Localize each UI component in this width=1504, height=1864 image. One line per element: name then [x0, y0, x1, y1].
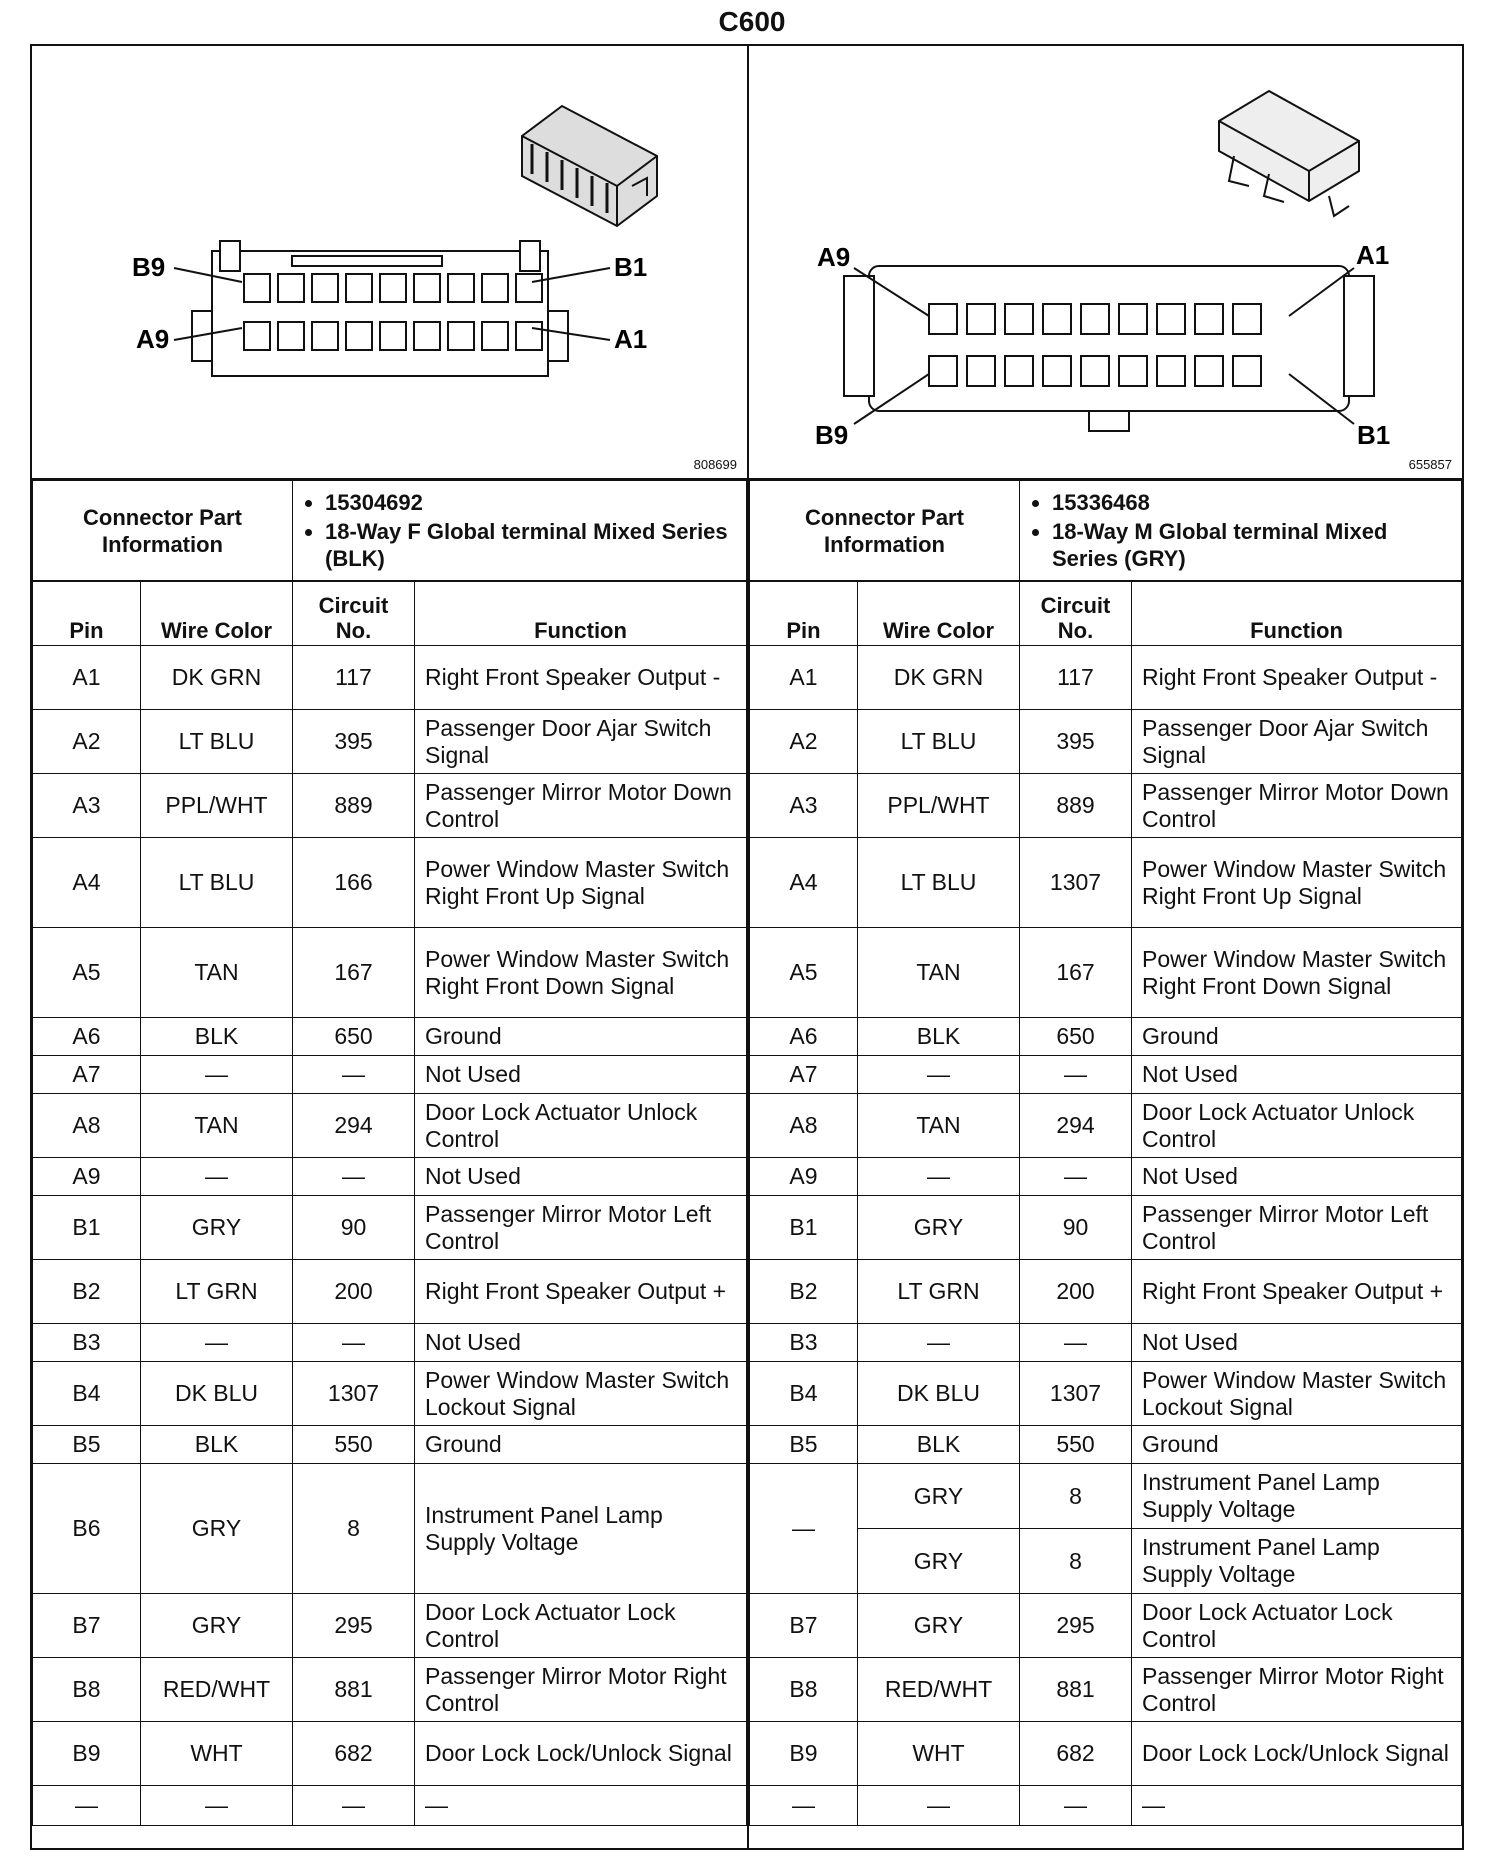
wire-color-cell: LT BLU	[858, 838, 1020, 928]
circuit-cell: 295	[293, 1594, 415, 1658]
function-cell: Instrument Panel Lamp Supply Voltage	[1132, 1464, 1462, 1529]
pin-cell: A2	[750, 710, 858, 774]
circuit-cell: 682	[1020, 1722, 1132, 1786]
wire-color-cell: DK GRN	[858, 646, 1020, 710]
pin-cell: A6	[750, 1018, 858, 1056]
function-cell: Passenger Door Ajar Switch Signal	[1132, 710, 1462, 774]
table-row	[33, 1464, 747, 1594]
function-cell: Right Front Speaker Output -	[415, 646, 747, 710]
wire-color-cell: —	[141, 1056, 293, 1094]
function-cell: Not Used	[1132, 1324, 1462, 1362]
table-row	[750, 1158, 1462, 1196]
table-row	[33, 1094, 747, 1158]
pin-cell: B1	[33, 1196, 141, 1260]
table-row	[750, 1260, 1462, 1324]
wire-color-cell: —	[141, 1324, 293, 1362]
table-row	[33, 1260, 747, 1324]
pin-cell: —	[750, 1464, 858, 1594]
wire-color-cell: GRY	[141, 1594, 293, 1658]
table-row	[750, 1658, 1462, 1722]
wire-color-cell: WHT	[858, 1722, 1020, 1786]
function-cell: Passenger Mirror Motor Down Control	[1132, 774, 1462, 838]
pin-cell: B6	[33, 1464, 141, 1594]
function-cell: Not Used	[415, 1324, 747, 1362]
wire-color-cell: GRY	[141, 1464, 293, 1594]
circuit-cell: 1307	[293, 1362, 415, 1426]
pin-cell: B1	[750, 1196, 858, 1260]
circuit-cell: —	[293, 1786, 415, 1826]
pin-cell: B8	[33, 1658, 141, 1722]
circuit-cell: 1307	[1020, 1362, 1132, 1426]
pin-cell: —	[750, 1786, 858, 1826]
circuit-cell: 395	[1020, 710, 1132, 774]
table-row	[33, 1324, 747, 1362]
wire-color-cell: TAN	[141, 1094, 293, 1158]
table-row	[750, 838, 1462, 928]
terminal-cavity	[278, 322, 304, 350]
function-cell: Door Lock Lock/Unlock Signal	[415, 1722, 747, 1786]
circuit-cell: 889	[293, 774, 415, 838]
wire-color-cell: LT BLU	[141, 838, 293, 928]
terminal-cavity	[1043, 304, 1071, 334]
pin-cell: B2	[750, 1260, 858, 1324]
table-row	[33, 1196, 747, 1260]
pin-cell: A3	[750, 774, 858, 838]
pin-cell: A3	[33, 774, 141, 838]
function-cell: Power Window Master Switch Right Front Down Signal	[1132, 928, 1462, 1018]
circuit-cell: 200	[293, 1260, 415, 1324]
table-row	[750, 1056, 1462, 1094]
circuit-cell: 395	[293, 710, 415, 774]
label-bottom-left: A9	[136, 324, 170, 354]
function-cell: Right Front Speaker Output +	[415, 1260, 747, 1324]
function-cell: Door Lock Actuator Lock Control	[415, 1594, 747, 1658]
terminal-cavity	[1043, 356, 1071, 386]
function-cell: Passenger Mirror Motor Right Control	[1132, 1658, 1462, 1722]
pin-cell: B8	[750, 1658, 858, 1722]
right-connector-diagram	[749, 46, 1462, 480]
terminal-cavity	[448, 322, 474, 350]
table-row	[33, 928, 747, 1018]
wire-color-cell: BLK	[141, 1426, 293, 1464]
left-pinout-table	[32, 581, 747, 1826]
connector-3d-icon	[522, 106, 657, 226]
function-cell: Not Used	[415, 1158, 747, 1196]
label-bottom-left: B9	[815, 420, 849, 450]
table-row	[750, 1362, 1462, 1426]
part-description: • 18-Way F Global terminal Mixed Series (BLK)	[325, 518, 736, 572]
left-connector-panel	[32, 46, 747, 1848]
wire-color-cell: TAN	[858, 928, 1020, 1018]
circuit-cell: 8	[293, 1464, 415, 1594]
circuit-cell: 90	[293, 1196, 415, 1260]
wire-color-cell: DK BLU	[858, 1362, 1020, 1426]
pin-cell: B3	[750, 1324, 858, 1362]
function-cell: Power Window Master Switch Lockout Signal	[415, 1362, 747, 1426]
function-cell: Passenger Mirror Motor Right Control	[415, 1658, 747, 1722]
terminal-cavity	[380, 322, 406, 350]
table-row	[750, 710, 1462, 774]
right-pinout-rows	[750, 646, 1462, 1826]
terminal-cavity	[516, 322, 542, 350]
function-cell: Ground	[1132, 1018, 1462, 1056]
wire-color-cell: TAN	[141, 928, 293, 1018]
left-info-table	[32, 480, 747, 581]
table-row	[750, 646, 1462, 710]
connector-sheet	[30, 44, 1464, 1850]
circuit-cell: 200	[1020, 1260, 1132, 1324]
circuit-cell: —	[1020, 1324, 1132, 1362]
function-cell: Right Front Speaker Output -	[1132, 646, 1462, 710]
terminal-cavity	[1195, 356, 1223, 386]
right-pinout-table	[749, 581, 1462, 1826]
function-cell: Ground	[1132, 1426, 1462, 1464]
function-cell: Passenger Mirror Motor Down Control	[415, 774, 747, 838]
wire-color-cell: BLK	[858, 1018, 1020, 1056]
pin-cell: A1	[750, 646, 858, 710]
wire-color-cell: PPL/WHT	[141, 774, 293, 838]
connector-info-label: Connector Part Information	[33, 481, 293, 581]
circuit-cell: —	[1020, 1786, 1132, 1826]
table-row	[33, 1658, 747, 1722]
pin-cell: A1	[33, 646, 141, 710]
function-cell: Passenger Mirror Motor Left Control	[1132, 1196, 1462, 1260]
table-row	[33, 1722, 747, 1786]
wire-color-cell: —	[858, 1324, 1020, 1362]
right-connector-panel	[747, 46, 1462, 1848]
connector-part-details	[1020, 481, 1462, 581]
wire-color-cell: GRY	[141, 1196, 293, 1260]
terminal-cavity	[312, 274, 338, 302]
function-cell: Ground	[415, 1426, 747, 1464]
pin-cell: B3	[33, 1324, 141, 1362]
table-row	[750, 928, 1462, 1018]
function-cell: Power Window Master Switch Right Front Down Signal	[415, 928, 747, 1018]
terminal-cavity	[1005, 304, 1033, 334]
terminal-cavity	[312, 322, 338, 350]
part-number: • 15304692	[325, 489, 736, 516]
circuit-cell: 881	[1020, 1658, 1132, 1722]
wire-color-cell: LT BLU	[858, 710, 1020, 774]
circuit-cell: 117	[293, 646, 415, 710]
wire-color-cell: DK BLU	[141, 1362, 293, 1426]
function-cell: Door Lock Actuator Unlock Control	[415, 1094, 747, 1158]
table-row	[750, 1324, 1462, 1362]
table-row	[750, 1426, 1462, 1464]
terminal-cavity	[1119, 304, 1147, 334]
pin-cell: A4	[33, 838, 141, 928]
wire-color-cell: TAN	[858, 1094, 1020, 1158]
function-cell: Power Window Master Switch Right Front Up Signal	[1132, 838, 1462, 928]
wire-color-header: Wire Color	[141, 582, 293, 646]
figure-id: 808699	[693, 457, 737, 472]
pin-cell: A5	[33, 928, 141, 1018]
pin-cell: A9	[33, 1158, 141, 1196]
circuit-cell: 650	[1020, 1018, 1132, 1056]
terminal-cavity	[414, 274, 440, 302]
function-cell: —	[1132, 1786, 1462, 1826]
connector-3d-icon	[1219, 91, 1359, 216]
terminal-cavity	[482, 322, 508, 350]
table-row	[750, 1594, 1462, 1658]
function-cell: —	[415, 1786, 747, 1826]
pin-header: Pin	[33, 582, 141, 646]
wire-color-cell: —	[141, 1158, 293, 1196]
terminal-cavity	[1005, 356, 1033, 386]
wire-color-cell: —	[858, 1056, 1020, 1094]
label-top-left: B9	[132, 252, 166, 282]
circuit-cell: 650	[293, 1018, 415, 1056]
circuit-cell: 166	[293, 838, 415, 928]
terminal-cavity	[448, 274, 474, 302]
circuit-cell: —	[293, 1056, 415, 1094]
pin-cell: A7	[33, 1056, 141, 1094]
label-bottom-right: A1	[614, 324, 648, 354]
pin-cell: A7	[750, 1056, 858, 1094]
page-title: C600	[718, 6, 786, 37]
function-cell: Door Lock Actuator Unlock Control	[1132, 1094, 1462, 1158]
part-number: • 15336468	[1052, 489, 1451, 516]
male-connector-face	[844, 266, 1374, 431]
female-connector-drawing	[32, 46, 745, 478]
terminal-cavity	[482, 274, 508, 302]
circuit-cell: 167	[293, 928, 415, 1018]
pin-cell: A9	[750, 1158, 858, 1196]
label-top-right: B1	[614, 252, 648, 282]
pin-cell: A8	[33, 1094, 141, 1158]
table-row	[750, 1094, 1462, 1158]
wire-color-cell: PPL/WHT	[858, 774, 1020, 838]
table-row	[33, 1018, 747, 1056]
circuit-cell: 90	[1020, 1196, 1132, 1260]
wire-color-cell: DK GRN	[141, 646, 293, 710]
terminal-cavity	[346, 322, 372, 350]
terminal-cavity	[1233, 304, 1261, 334]
circuit-header: Circuit No.	[293, 582, 415, 646]
function-cell: Door Lock Actuator Lock Control	[1132, 1594, 1462, 1658]
circuit-cell: 8	[1020, 1464, 1132, 1529]
circuit-cell: 550	[293, 1426, 415, 1464]
pin-cell: B7	[750, 1594, 858, 1658]
table-row	[33, 646, 747, 710]
function-header: Function	[415, 582, 747, 646]
wire-color-cell: GRY	[858, 1196, 1020, 1260]
function-header: Function	[1132, 582, 1462, 646]
pin-cell: A4	[750, 838, 858, 928]
wire-color-cell: —	[141, 1786, 293, 1826]
label-top-right: A1	[1356, 240, 1390, 270]
circuit-cell: 1307	[1020, 838, 1132, 928]
circuit-cell: 550	[1020, 1426, 1132, 1464]
pin-cell: B5	[750, 1426, 858, 1464]
pin-cell: A6	[33, 1018, 141, 1056]
circuit-cell: 294	[293, 1094, 415, 1158]
pin-cell: A2	[33, 710, 141, 774]
table-row	[750, 1196, 1462, 1260]
wire-color-cell: LT GRN	[858, 1260, 1020, 1324]
circuit-cell: —	[293, 1324, 415, 1362]
table-row	[750, 1018, 1462, 1056]
male-connector-drawing	[749, 46, 1462, 478]
wire-color-cell: RED/WHT	[858, 1658, 1020, 1722]
function-cell: Ground	[415, 1018, 747, 1056]
table-row	[33, 1158, 747, 1196]
terminal-cavity	[1233, 356, 1261, 386]
wire-color-cell: GRY	[858, 1464, 1020, 1529]
terminal-cavity	[1119, 356, 1147, 386]
circuit-header: Circuit No.	[1020, 582, 1132, 646]
wire-color-cell: GRY	[858, 1594, 1020, 1658]
right-info-table	[749, 480, 1462, 581]
left-pinout-rows	[33, 646, 747, 1826]
terminal-cavity	[1157, 356, 1185, 386]
function-cell: Passenger Mirror Motor Left Control	[415, 1196, 747, 1260]
terminal-cavity	[967, 356, 995, 386]
function-cell: Power Window Master Switch Lockout Signal	[1132, 1362, 1462, 1426]
terminal-cavity	[278, 274, 304, 302]
table-row	[33, 1786, 747, 1826]
pin-cell: B5	[33, 1426, 141, 1464]
wire-color-cell: BLK	[141, 1018, 293, 1056]
terminal-cavity	[929, 356, 957, 386]
table-row	[33, 1362, 747, 1426]
table-row	[33, 838, 747, 928]
connector-part-details	[293, 481, 747, 581]
wire-color-cell: RED/WHT	[141, 1658, 293, 1722]
pin-cell: B7	[33, 1594, 141, 1658]
pin-cell: A5	[750, 928, 858, 1018]
wire-color-cell: —	[858, 1158, 1020, 1196]
table-row	[33, 774, 747, 838]
function-cell: Power Window Master Switch Right Front Up Signal	[415, 838, 747, 928]
terminal-cavity	[346, 274, 372, 302]
circuit-cell: 8	[1020, 1529, 1132, 1594]
terminal-cavity	[929, 304, 957, 334]
wire-color-cell: —	[858, 1786, 1020, 1826]
table-row	[33, 1426, 747, 1464]
wire-color-cell: LT BLU	[141, 710, 293, 774]
circuit-cell: 117	[1020, 646, 1132, 710]
label-bottom-right: B1	[1357, 420, 1391, 450]
label-top-left: A9	[817, 242, 851, 272]
wire-color-cell: BLK	[858, 1426, 1020, 1464]
function-cell: Right Front Speaker Output +	[1132, 1260, 1462, 1324]
circuit-cell: 167	[1020, 928, 1132, 1018]
terminal-cavity	[244, 274, 270, 302]
pin-cell: A8	[750, 1094, 858, 1158]
function-cell: Not Used	[415, 1056, 747, 1094]
terminal-cavity	[414, 322, 440, 350]
pin-header: Pin	[750, 582, 858, 646]
part-description: • 18-Way M Global terminal Mixed Series (GRY)	[1052, 518, 1451, 572]
wire-color-cell: LT GRN	[141, 1260, 293, 1324]
wire-color-cell: GRY	[858, 1529, 1020, 1594]
table-row	[33, 1594, 747, 1658]
circuit-cell: 889	[1020, 774, 1132, 838]
pin-cell: B2	[33, 1260, 141, 1324]
circuit-cell: —	[293, 1158, 415, 1196]
terminal-cavity	[380, 274, 406, 302]
function-cell: Instrument Panel Lamp Supply Voltage	[415, 1464, 747, 1594]
table-row	[750, 1464, 1462, 1529]
circuit-cell: 294	[1020, 1094, 1132, 1158]
terminal-cavity	[1081, 304, 1109, 334]
circuit-cell: 295	[1020, 1594, 1132, 1658]
table-row	[33, 710, 747, 774]
terminal-cavity	[1081, 356, 1109, 386]
circuit-cell: 881	[293, 1658, 415, 1722]
pin-cell: B4	[33, 1362, 141, 1426]
wire-color-cell: WHT	[141, 1722, 293, 1786]
circuit-cell: —	[1020, 1056, 1132, 1094]
terminal-cavity	[1157, 304, 1185, 334]
circuit-cell: 682	[293, 1722, 415, 1786]
table-row	[750, 774, 1462, 838]
terminal-cavity	[516, 274, 542, 302]
function-cell: Instrument Panel Lamp Supply Voltage	[1132, 1529, 1462, 1594]
female-connector-face	[192, 241, 568, 376]
left-connector-diagram	[32, 46, 747, 480]
table-row	[750, 1786, 1462, 1826]
table-row	[750, 1722, 1462, 1786]
function-cell: Passenger Door Ajar Switch Signal	[415, 710, 747, 774]
terminal-cavity	[967, 304, 995, 334]
terminal-cavity	[1195, 304, 1223, 334]
function-cell: Not Used	[1132, 1158, 1462, 1196]
pin-cell: B4	[750, 1362, 858, 1426]
terminal-cavity	[244, 322, 270, 350]
pin-cell: B9	[750, 1722, 858, 1786]
connector-info-label: Connector Part Information	[750, 481, 1020, 581]
pin-cell: B9	[33, 1722, 141, 1786]
function-cell: Door Lock Lock/Unlock Signal	[1132, 1722, 1462, 1786]
wire-color-header: Wire Color	[858, 582, 1020, 646]
table-row	[33, 1056, 747, 1094]
function-cell: Not Used	[1132, 1056, 1462, 1094]
pin-cell: —	[33, 1786, 141, 1826]
figure-id: 655857	[1408, 457, 1452, 472]
circuit-cell: —	[1020, 1158, 1132, 1196]
